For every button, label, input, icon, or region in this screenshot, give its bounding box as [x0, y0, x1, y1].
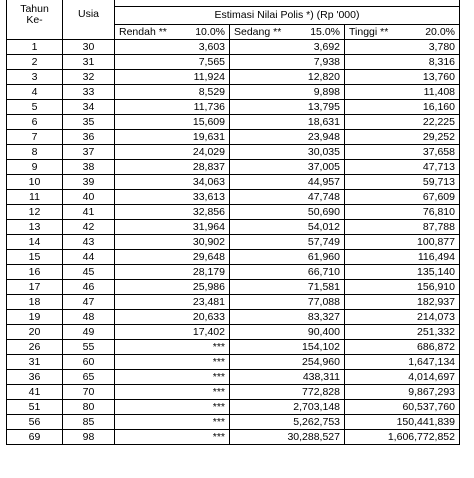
scenario-low-rate: 10.0%: [195, 25, 225, 38]
table-row: [7, 130, 460, 145]
scenario-mid-label: Sedang **: [234, 25, 282, 38]
high-value-cell: 182,937: [345, 295, 460, 310]
year-cell: 31: [7, 355, 63, 370]
year-cell: 19: [7, 310, 63, 325]
table-row: [7, 325, 460, 340]
low-value-cell: ***: [115, 355, 230, 370]
age-cell: 49: [63, 325, 115, 340]
table-row: [7, 220, 460, 235]
low-value-cell: 11,736: [115, 100, 230, 115]
low-value-cell: 19,631: [115, 130, 230, 145]
low-value-cell: 7,565: [115, 55, 230, 70]
table-row: [7, 265, 460, 280]
table-row: [7, 190, 460, 205]
mid-value-cell: 18,631: [230, 115, 345, 130]
age-cell: 47: [63, 295, 115, 310]
high-value-cell: 116,494: [345, 250, 460, 265]
high-value-cell: 156,910: [345, 280, 460, 295]
high-value-cell: 1,647,134: [345, 355, 460, 370]
low-value-cell: 33,613: [115, 190, 230, 205]
year-cell: 9: [7, 160, 63, 175]
low-value-cell: ***: [115, 430, 230, 445]
year-cell: 4: [7, 85, 63, 100]
age-cell: 80: [63, 400, 115, 415]
year-cell: 20: [7, 325, 63, 340]
age-header: Usia: [63, 0, 115, 40]
mid-value-cell: 61,960: [230, 250, 345, 265]
scenario-mid-rate: 15.0%: [310, 25, 340, 38]
high-value-cell: 29,252: [345, 130, 460, 145]
low-value-cell: 32,856: [115, 205, 230, 220]
table-row: [7, 400, 460, 415]
table-row: [7, 415, 460, 430]
mid-value-cell: 2,703,148: [230, 400, 345, 415]
table-row: [7, 70, 460, 85]
age-cell: 37: [63, 145, 115, 160]
high-value-cell: 8,316: [345, 55, 460, 70]
high-value-cell: 135,140: [345, 265, 460, 280]
high-value-cell: 150,441,839: [345, 415, 460, 430]
mid-value-cell: 44,957: [230, 175, 345, 190]
estimate-header: Estimasi Nilai Polis *) (Rp '000): [115, 7, 460, 25]
year-cell: 10: [7, 175, 63, 190]
table-row: [7, 310, 460, 325]
year-cell: 11: [7, 190, 63, 205]
table-row: [7, 370, 460, 385]
mid-value-cell: 77,088: [230, 295, 345, 310]
low-value-cell: 28,179: [115, 265, 230, 280]
scenario-low-header: [115, 25, 230, 40]
mid-value-cell: 23,948: [230, 130, 345, 145]
high-value-cell: 251,332: [345, 325, 460, 340]
year-cell: 51: [7, 400, 63, 415]
mid-value-cell: 30,288,527: [230, 430, 345, 445]
mid-value-cell: 83,327: [230, 310, 345, 325]
year-cell: 12: [7, 205, 63, 220]
mid-value-cell: 7,938: [230, 55, 345, 70]
low-value-cell: 23,481: [115, 295, 230, 310]
mid-value-cell: 3,692: [230, 40, 345, 55]
table-row: [7, 340, 460, 355]
age-cell: 55: [63, 340, 115, 355]
high-value-cell: 1,606,772,852: [345, 430, 460, 445]
age-cell: 43: [63, 235, 115, 250]
age-cell: 32: [63, 70, 115, 85]
year-cell: 15: [7, 250, 63, 265]
age-cell: 40: [63, 190, 115, 205]
mid-value-cell: 438,311: [230, 370, 345, 385]
year-cell: 13: [7, 220, 63, 235]
year-cell: 14: [7, 235, 63, 250]
table-body: [7, 40, 460, 445]
high-value-cell: 76,810: [345, 205, 460, 220]
high-value-cell: 87,788: [345, 220, 460, 235]
year-cell: 17: [7, 280, 63, 295]
high-value-cell: 214,073: [345, 310, 460, 325]
low-value-cell: 15,609: [115, 115, 230, 130]
high-value-cell: 60,537,760: [345, 400, 460, 415]
mid-value-cell: 57,749: [230, 235, 345, 250]
high-value-cell: 47,713: [345, 160, 460, 175]
high-value-cell: 686,872: [345, 340, 460, 355]
table-row: [7, 145, 460, 160]
high-value-cell: 67,609: [345, 190, 460, 205]
age-cell: 44: [63, 250, 115, 265]
table-row: [7, 205, 460, 220]
age-cell: 34: [63, 100, 115, 115]
mid-value-cell: 772,828: [230, 385, 345, 400]
low-value-cell: 11,924: [115, 70, 230, 85]
low-value-cell: 24,029: [115, 145, 230, 160]
mid-value-cell: 66,710: [230, 265, 345, 280]
year-cell: 8: [7, 145, 63, 160]
low-value-cell: ***: [115, 340, 230, 355]
table-row: [7, 235, 460, 250]
table-row: [7, 355, 460, 370]
low-value-cell: ***: [115, 385, 230, 400]
year-header: Tahun Ke-: [7, 0, 63, 40]
year-cell: 36: [7, 370, 63, 385]
scenario-high-rate: 20.0%: [425, 25, 455, 38]
year-cell: 3: [7, 70, 63, 85]
low-value-cell: 28,837: [115, 160, 230, 175]
low-value-cell: ***: [115, 400, 230, 415]
table-row: [7, 430, 460, 445]
year-cell: 5: [7, 100, 63, 115]
age-cell: 70: [63, 385, 115, 400]
low-value-cell: 3,603: [115, 40, 230, 55]
low-value-cell: 31,964: [115, 220, 230, 235]
high-value-cell: 9,867,293: [345, 385, 460, 400]
table-row: [7, 295, 460, 310]
high-value-cell: 100,877: [345, 235, 460, 250]
low-value-cell: 8,529: [115, 85, 230, 100]
high-value-cell: 59,713: [345, 175, 460, 190]
mid-value-cell: 47,748: [230, 190, 345, 205]
low-value-cell: 20,633: [115, 310, 230, 325]
table-row: [7, 385, 460, 400]
year-cell: 41: [7, 385, 63, 400]
low-value-cell: 30,902: [115, 235, 230, 250]
age-cell: 38: [63, 160, 115, 175]
age-cell: 35: [63, 115, 115, 130]
mid-value-cell: 30,035: [230, 145, 345, 160]
age-cell: 33: [63, 85, 115, 100]
policy-value-table: [6, 0, 460, 445]
mid-value-cell: 54,012: [230, 220, 345, 235]
age-cell: 31: [63, 55, 115, 70]
mid-value-cell: 5,262,753: [230, 415, 345, 430]
age-cell: 98: [63, 430, 115, 445]
mid-value-cell: 9,898: [230, 85, 345, 100]
age-cell: 46: [63, 280, 115, 295]
table-row: [7, 280, 460, 295]
age-cell: 65: [63, 370, 115, 385]
age-cell: 36: [63, 130, 115, 145]
mid-value-cell: 71,581: [230, 280, 345, 295]
year-cell: 18: [7, 295, 63, 310]
mid-value-cell: 50,690: [230, 205, 345, 220]
age-cell: 85: [63, 415, 115, 430]
high-value-cell: 37,658: [345, 145, 460, 160]
table-row: [7, 55, 460, 70]
low-value-cell: ***: [115, 370, 230, 385]
low-value-cell: 29,648: [115, 250, 230, 265]
year-cell: 26: [7, 340, 63, 355]
table-row: [7, 100, 460, 115]
year-cell: 1: [7, 40, 63, 55]
scenario-mid-header: [230, 25, 345, 40]
age-cell: 45: [63, 265, 115, 280]
year-cell: 2: [7, 55, 63, 70]
year-cell: 56: [7, 415, 63, 430]
table-row: [7, 250, 460, 265]
year-cell: 7: [7, 130, 63, 145]
high-value-cell: 4,014,697: [345, 370, 460, 385]
scenario-high-label: Tinggi **: [349, 25, 389, 38]
table-row: [7, 115, 460, 130]
mid-value-cell: 90,400: [230, 325, 345, 340]
age-cell: 41: [63, 205, 115, 220]
age-cell: 30: [63, 40, 115, 55]
table-row: [7, 40, 460, 55]
mid-value-cell: 154,102: [230, 340, 345, 355]
high-value-cell: 16,160: [345, 100, 460, 115]
high-value-cell: 22,225: [345, 115, 460, 130]
mid-value-cell: 254,960: [230, 355, 345, 370]
age-cell: 42: [63, 220, 115, 235]
scenario-low-label: Rendah **: [119, 25, 167, 38]
low-value-cell: 34,063: [115, 175, 230, 190]
scenario-high-header: [345, 25, 460, 40]
year-cell: 16: [7, 265, 63, 280]
year-cell: 6: [7, 115, 63, 130]
table-row: [7, 85, 460, 100]
low-value-cell: 25,986: [115, 280, 230, 295]
high-value-cell: 11,408: [345, 85, 460, 100]
age-cell: 48: [63, 310, 115, 325]
low-value-cell: ***: [115, 415, 230, 430]
high-value-cell: 13,760: [345, 70, 460, 85]
table-row: [7, 160, 460, 175]
mid-value-cell: 37,005: [230, 160, 345, 175]
age-cell: 60: [63, 355, 115, 370]
mid-value-cell: 13,795: [230, 100, 345, 115]
high-value-cell: 3,780: [345, 40, 460, 55]
mid-value-cell: 12,820: [230, 70, 345, 85]
low-value-cell: 17,402: [115, 325, 230, 340]
age-cell: 39: [63, 175, 115, 190]
table-row: [7, 175, 460, 190]
year-cell: 69: [7, 430, 63, 445]
